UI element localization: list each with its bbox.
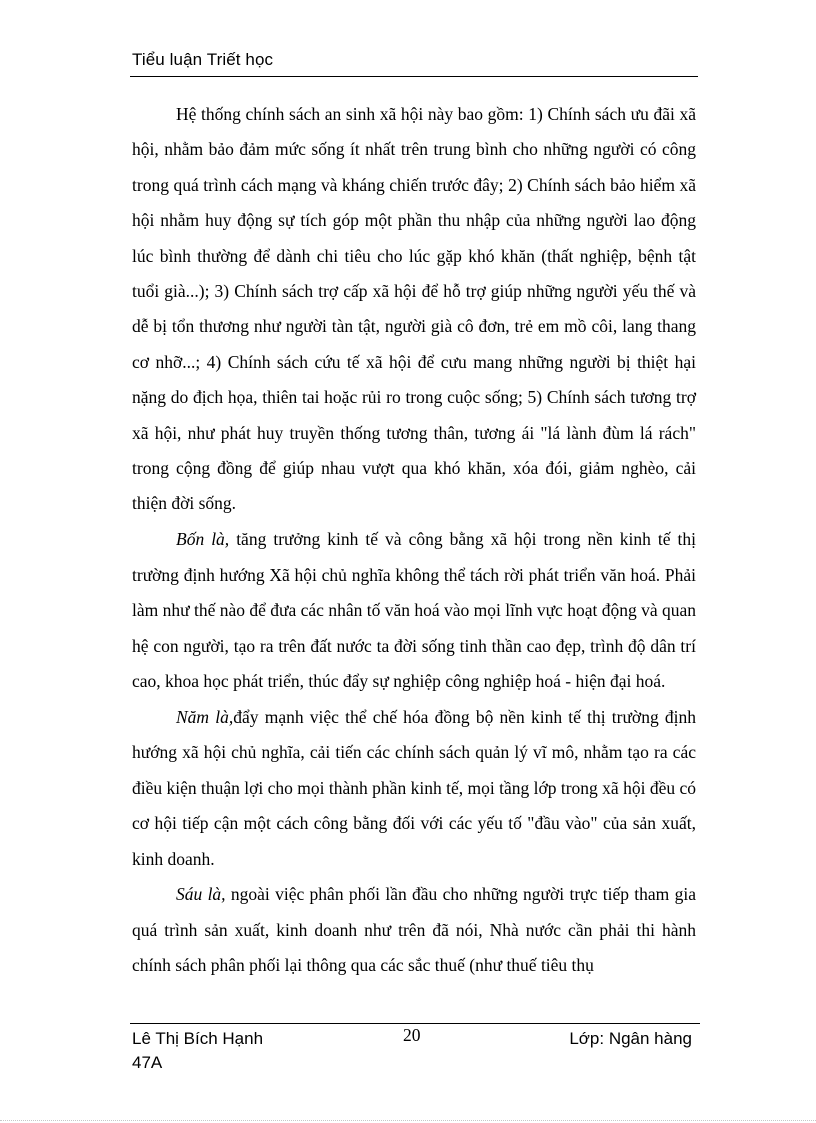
header-divider (130, 76, 698, 77)
footer-class-code: 47A (132, 1053, 163, 1072)
page-number: 20 (403, 1025, 421, 1045)
paragraph-text: Hệ thống chính sách an sinh xã hội này bao gồm: 1) Chính sách ưu đãi xã hội, nhằm bảo đảm mức sống ít nhất trên trung bình cho những người có công trong quá trình cách mạng và kháng chiến trước đây; 2) Chính sách bảo hiểm xã hội nhằm huy động sự tích góp một phần thu nhập của những người lao động lúc bình thường để dành chi tiêu cho lúc gặp khó khăn (thất nghiệp, bệnh tật tuổi già...); 3) Chính sách trợ cấp xã hội để hỗ trợ giúp những người yếu thế và dễ bị tổn thương như người tàn tật, người già cô đơn, trẻ em mồ côi, lang thang cơ nhỡ...; 4) Chính sách cứu tế xã hội để cưu mang những người bị thiệt hại nặng do địch họa, thiên tai hoặc rủi ro trong cuộc sống; 5) Chính sách tương trợ xã hội, như phát huy truyền thống tương thân, tương ái "lá lành đùm lá rách" trong cộng đồng để giúp nhau vượt qua khó khăn, xóa đói, giảm nghèo, cải thiện đời sống. (132, 104, 696, 514)
document-body (132, 97, 696, 984)
page-bottom-border (0, 1120, 816, 1121)
paragraph-sixth (132, 877, 696, 983)
footer-class-label: Lớp: Ngân hàng (569, 1029, 692, 1048)
footer-divider (130, 1023, 700, 1024)
page-header-title: Tiểu luận Triết học (132, 50, 274, 69)
paragraph-fifth (132, 700, 696, 877)
paragraph-lead: Sáu là, (176, 884, 226, 905)
paragraph-text: đẩy mạnh việc thể chế hóa đồng bộ nền kinh tế thị trường định hướng xã hội chủ nghĩa, cải tiến các chính sách quản lý vĩ mô, nhằm tạo ra các điều kiện thuận lợi cho mọi thành phần kinh tế, mọi tầng lớp trong xã hội đều có cơ hội tiếp cận một cách công bằng đối với các yếu tố "đầu vào" của sản xuất, kinh doanh. (132, 706, 696, 869)
paragraph-text: ngoài việc phân phối lần đầu cho những người trực tiếp tham gia quá trình sản xuất, kinh doanh như trên đã nói, Nhà nước cần phải thi hành chính sách phân phối lại thông qua các sắc thuế (như thuế tiêu thụ (132, 884, 696, 976)
paragraph-lead: Bốn là, (176, 529, 230, 550)
paragraph-social-security (132, 97, 696, 522)
paragraph-lead: Năm là, (176, 706, 234, 727)
paragraph-fourth (132, 522, 696, 699)
paragraph-text: tăng trưởng kinh tế và công bằng xã hội trong nền kinh tế thị trường định hướng Xã hội chủ nghĩa không thể tách rời phát triển văn hoá. Phải làm như thế nào để đưa các nhân tố văn hoá vào mọi lĩnh vực hoạt động và quan hệ con người, tạo ra trên đất nước ta đời sống tinh thần cao đẹp, trình độ dân trí cao, khoa học phát triển, thúc đẩy sự nghiệp công nghiệp hoá - hiện đại hoá. (132, 529, 696, 691)
footer-author: Lê Thị Bích Hạnh (132, 1029, 264, 1048)
